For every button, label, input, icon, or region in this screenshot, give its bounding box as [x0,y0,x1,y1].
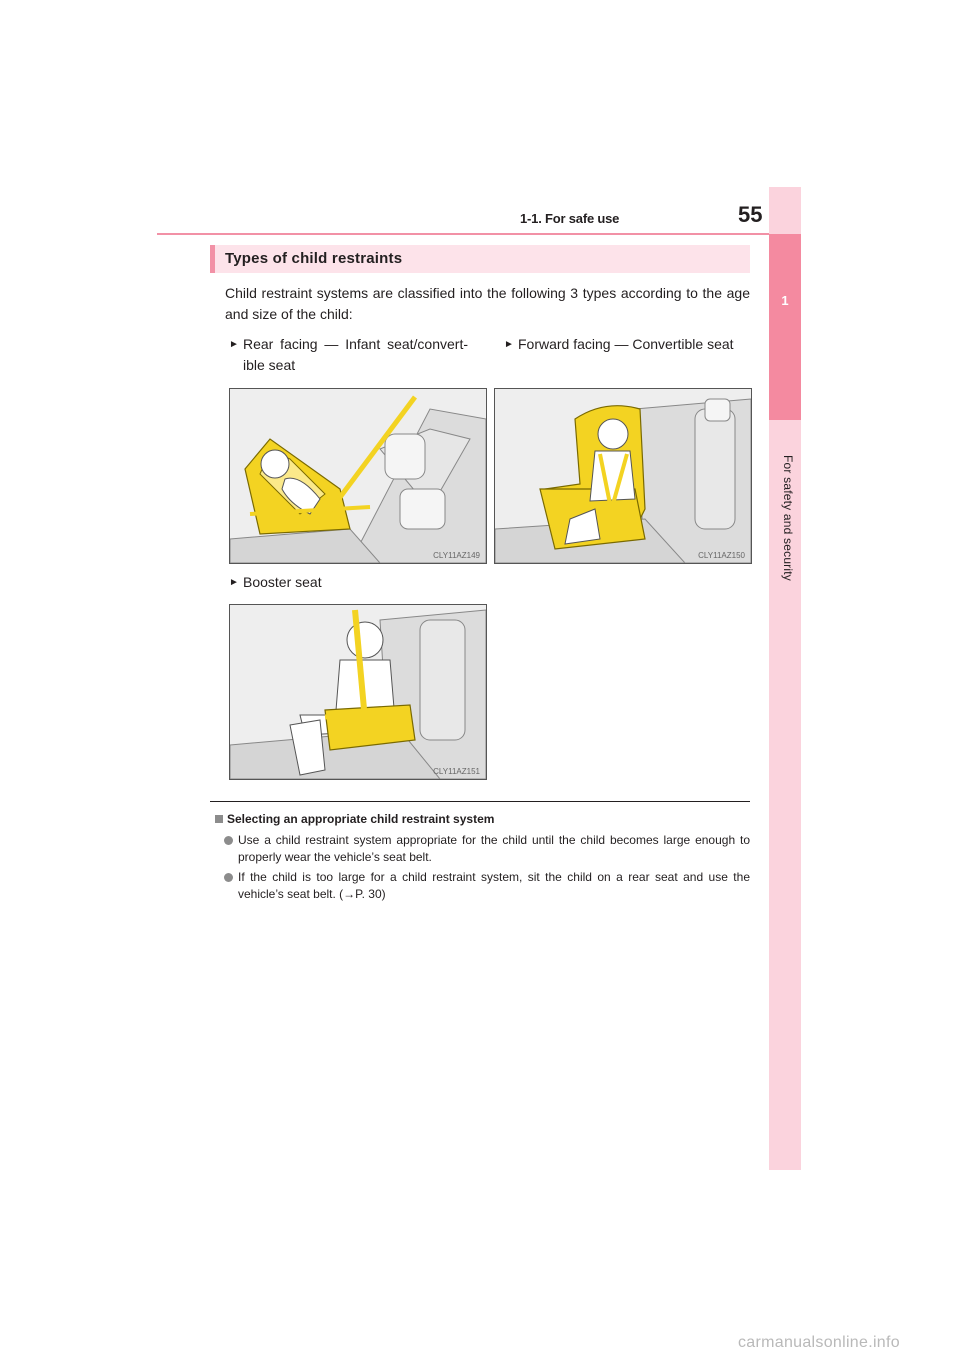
square-bullet-icon [215,815,223,823]
caption-rear-facing [229,334,468,376]
chapter-number-box [769,234,801,420]
booster-seat-illustration [230,605,486,779]
notes-rule [210,801,750,802]
figure-rear-facing-seat [229,388,487,564]
note-item [238,832,750,866]
note-text: Use a child restraint system appropriate for the child until the child becomes large enough to properly wear the vehicle’s seat belt. [238,833,750,864]
circle-bullet-icon [224,873,233,882]
header-rule [157,233,800,235]
page-number: 55 [738,202,763,227]
section-title: Types of child restraints [225,250,403,267]
figure-code: CLY11AZ151 [433,767,480,776]
section-heading-accent [210,245,215,273]
note-item [238,869,750,903]
footer-watermark: carmanualsonline.info [738,1334,900,1351]
caption-text: Forward facing — Convertible seat [518,336,734,352]
note-text: If the child is too large for a child restraint system, sit the child on a rear seat and use the vehicle’s seat belt. (→P. 30) [238,870,750,901]
chapter-number: 1 [781,293,789,308]
caption-forward-facing [504,334,748,355]
triangle-bullet-icon: ► [229,577,239,588]
triangle-bullet-icon: ► [504,339,514,350]
caption-booster-seat [229,572,443,593]
intro-paragraph: Child restraint systems are classified into the following 3 types according to the age and size of the child: [225,285,750,322]
running-header-section: 1-1. For safe use [520,211,620,226]
chapter-label: For safety and security [781,455,795,581]
rear-facing-illustration [230,389,486,563]
caption-text: Booster seat [243,574,322,590]
figure-forward-facing-seat [494,388,752,564]
figure-booster-seat [229,604,487,780]
forward-facing-illustration [495,389,751,563]
caption-text: Rear facing — Infant seat/convert- ible seat [243,336,468,373]
notes-title [215,812,494,826]
triangle-bullet-icon: ► [229,339,239,350]
figure-code: CLY11AZ149 [433,551,480,560]
circle-bullet-icon [224,836,233,845]
figure-code: CLY11AZ150 [698,551,745,560]
notes-title-text: Selecting an appropriate child restraint system [227,812,495,826]
